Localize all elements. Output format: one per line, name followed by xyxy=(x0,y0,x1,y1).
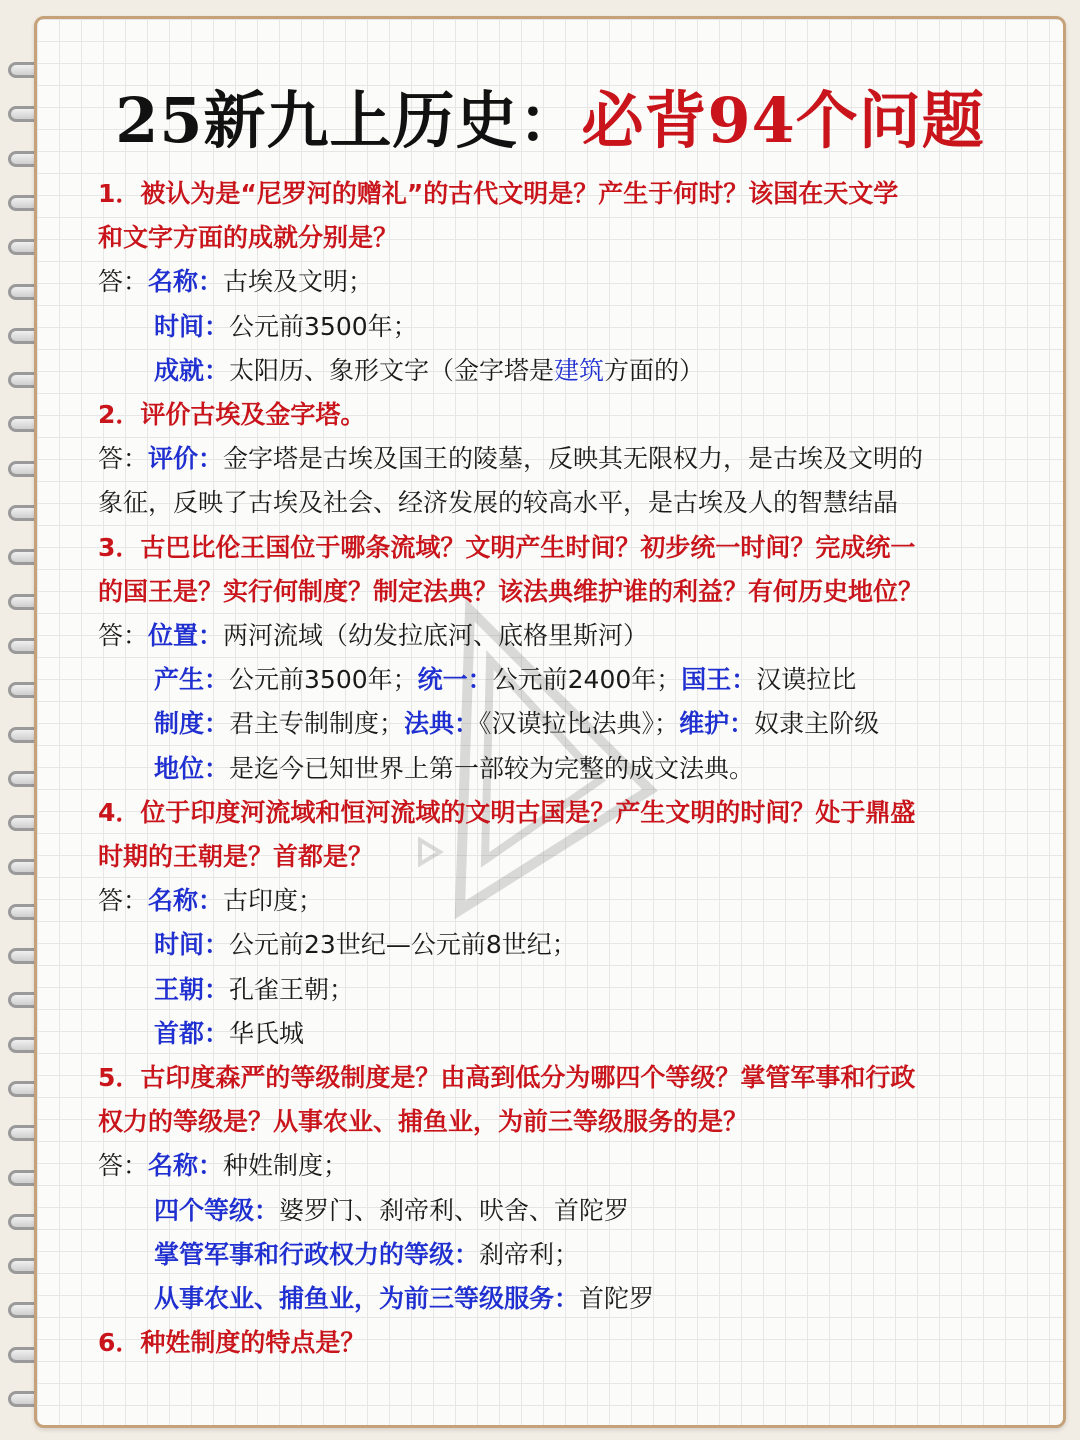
question-2 xyxy=(98,393,1028,437)
question-4-line-1: 4．位于印度河流域和恒河流域的文明古国是？产生文明的时间？处于鼎盛 xyxy=(98,797,916,827)
answer-4-name: 答：名称：古印度； xyxy=(98,886,324,916)
question-4 xyxy=(98,791,1028,879)
answer-5-serve: 从事农业、捕鱼业，为前三等级服务：首陀罗 xyxy=(154,1284,655,1314)
question-3 xyxy=(98,526,1028,614)
question-6-line-1: 6．种姓制度的特点是？ xyxy=(98,1328,366,1358)
page-title xyxy=(60,78,1040,164)
answer-4-capital: 首都：华氏城 xyxy=(154,1018,305,1048)
answer-3-status: 地位：是迄今已知世界上第一部较为完整的成文法典。 xyxy=(154,753,755,783)
answer-3-system: 制度：君主专制制度；法典：《汉谟拉比法典》；维护：奴隶主阶级 xyxy=(154,709,880,739)
title-highlight: 必背94个问题 xyxy=(581,84,985,157)
question-1 xyxy=(98,172,1028,260)
answer-5-name: 答：名称：种姓制度； xyxy=(98,1151,349,1181)
question-5 xyxy=(98,1056,1028,1144)
question-5-line-2: 权力的等级是？从事农业、捕鱼业，为前三等级服务的是？ xyxy=(98,1107,749,1137)
answer-3-dates: 产生：公元前3500年；统一：公元前2400年；国王：汉谟拉比 xyxy=(154,665,857,695)
question-2-line-1: 2．评价古埃及金字塔。 xyxy=(98,400,366,430)
answer-2-evaluation-cont: 象征，反映了古埃及社会、经济发展的较高水平，是古埃及人的智慧结晶 xyxy=(98,488,899,518)
answer-4-time: 时间：公元前23世纪—公元前8世纪； xyxy=(154,930,577,960)
answer-1-time: 时间：公元前3500年； xyxy=(154,311,418,341)
answer-1-name: 答：名称：古埃及文明； xyxy=(98,267,374,297)
question-6 xyxy=(98,1321,1028,1365)
question-5-line-1: 5．古印度森严的等级制度是？由高到低分为哪四个等级？掌管军事和行政 xyxy=(98,1063,916,1093)
question-3-line-1: 3．古巴比伦王国位于哪条流域？文明产生时间？初步统一时间？完成统一 xyxy=(98,532,916,562)
answer-prefix: 答： xyxy=(98,267,149,297)
answer-5-levels: 四个等级：婆罗门、刹帝利、吠舍、首陀罗 xyxy=(154,1195,630,1225)
answer-1-achievement: 成就：太阳历、象形文字（金字塔是建筑方面的） xyxy=(154,355,705,385)
answer-2-evaluation: 答：评价：金字塔是古埃及国王的陵墓，反映其无限权力，是古埃及文明的 xyxy=(98,444,924,474)
answer-5-military: 掌管军事和行政权力的等级：刹帝利； xyxy=(154,1239,580,1269)
title-main: 25新九上历史： xyxy=(115,84,582,157)
question-4-line-2: 时期的王朝是？首都是？ xyxy=(98,842,374,872)
question-3-line-2: 的国王是？实行何制度？制定法典？该法典维护谁的利益？有何历史地位？ xyxy=(98,576,924,606)
question-1-line-2: 和文字方面的成就分别是？ xyxy=(98,223,399,253)
answer-4-dynasty: 王朝：孔雀王朝； xyxy=(154,974,355,1004)
question-1-line-1: 1．被认为是“尼罗河的赠礼”的古代文明是？产生于何时？该国在天文学 xyxy=(98,179,899,208)
qa-content xyxy=(98,172,1028,1365)
answer-3-location: 答：位置：两河流域（幼发拉底河、底格里斯河） xyxy=(98,621,649,651)
